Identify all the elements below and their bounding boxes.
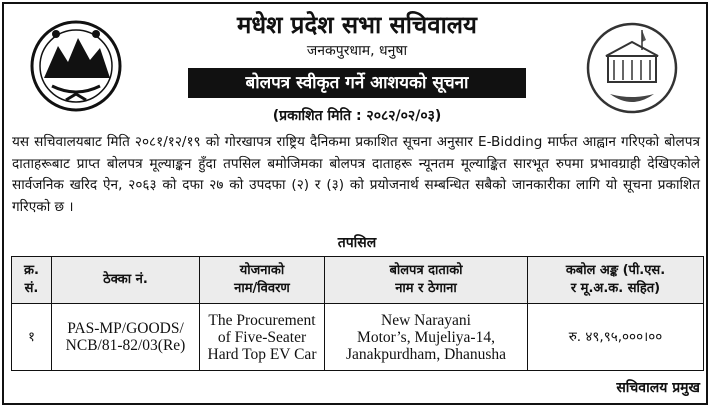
section-title: तपसिल <box>337 235 377 251</box>
office-title: मधेश प्रदेश सभा सचिवालय <box>237 11 477 39</box>
cell-project: The Procurement of Five-Seater Hard Top EV Car <box>200 304 325 371</box>
notice-paragraph: यस सचिवालयबाट मिति २०८१/१२/१९ को गोरखापत्र राष्ट्रिय दैनिकमा प्रकाशित सूचना अनुसार E-Bidding मार्फत आह्वान गरिएको बोलपत्र दाताहरूबाट प्राप्त बोलपत्र मूल्याङ्कन हुँदा तपसिल बमोजिमका बोलपत्र दाताहरू न्यूनतम मूल्याङ्कित सारभूत रुपमा प्रभावग्राही देखिएकोले सार्वजनिक खरिद ऐन, २०६३ को दफा २७ को उपदफा (२) र (३) को प्रयोजनार्थ सम्बन्धित सबैको जानकारीका लागि यो सूचना प्रकाशित गरिएको छ । <box>12 134 700 215</box>
cell-bidder: New Narayani Motor’s, Mujeliya-14, Janakpurdham, Dhanusha <box>325 304 528 371</box>
col-header-contract-no: ठेक्का नं. <box>52 257 200 304</box>
table-header-row <box>12 257 704 304</box>
col-header-project: योजनाको नाम/विवरण <box>200 257 325 304</box>
cell-serial: १ <box>12 304 52 371</box>
signature-title: सचिवालय प्रमुख <box>616 380 700 396</box>
table-row <box>12 304 704 371</box>
col-header-bidder: बोलपत्र दाताको नाम र ठेगाना <box>325 257 528 304</box>
notice-banner: बोलपत्र स्वीकृत गर्ने आशयको सूचना <box>188 68 526 98</box>
published-date: (प्रकाशित मिति : २०८२/०२/०३) <box>272 108 442 124</box>
col-header-serial: क्र. सं. <box>12 257 52 304</box>
office-address: जनकपुरधाम, धनुषा <box>306 43 408 59</box>
bid-table <box>11 256 704 371</box>
cell-bid-amount: रु. ४९,९५,०००।०० <box>528 304 704 371</box>
col-header-bid-amount: कबोल अङ्क (पी.एस. र मू.अ.क. सहित) <box>528 257 704 304</box>
cell-contract-no: PAS-MP/GOODS/ NCB/81-82/03(Re) <box>52 304 200 371</box>
